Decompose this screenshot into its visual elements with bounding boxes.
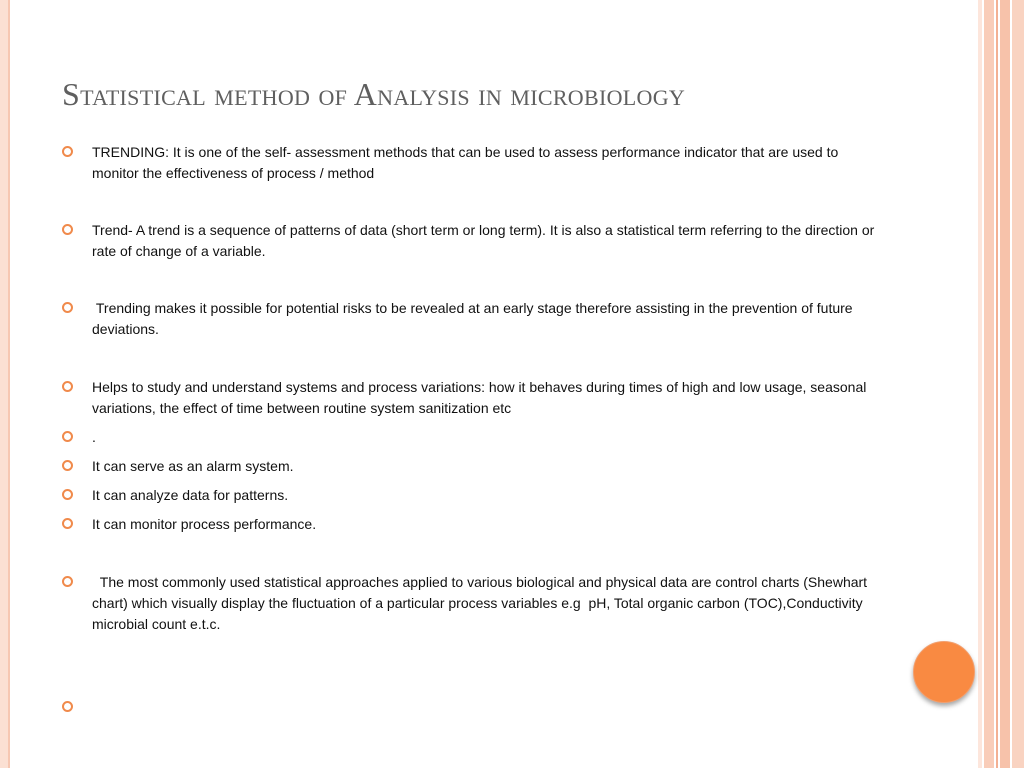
bullet-marker-icon	[62, 460, 73, 471]
bullet-marker-icon	[62, 302, 73, 313]
bullet-text: It can analyze data for patterns.	[92, 487, 289, 503]
bullet-text: Helps to study and understand systems and process variations: how it behaves during times of high and low usage, seasonal variations, the effect of time between routine system sanitization etc	[92, 379, 871, 416]
bullet-marker-icon	[62, 146, 73, 157]
bullet-marker-icon	[62, 701, 73, 712]
left-border-decoration	[0, 0, 8, 768]
bullet-marker-icon	[62, 489, 73, 500]
bullet-text: TRENDING: It is one of the self- assessment methods that can be used to assess performance indicator that are used to monitor the effectiveness of process / method	[92, 144, 843, 181]
orange-circle-decoration	[913, 641, 975, 703]
bullet-marker-icon	[62, 224, 73, 235]
bullet-text: Trending makes it possible for potential risks to be revealed at an early stage therefore assisting in the prevention of future deviations.	[92, 300, 857, 337]
bullet-text: The most commonly used statistical approaches applied to various biological and physical data are control charts (Shewhart chart) which visually display the fluctuation of a particular process variables e.g pH, Total organic carbon (TOC),Conductivity microbial count e.t.c.	[92, 574, 871, 632]
bullet-text: Trend- A trend is a sequence of patterns of data (short term or long term). It is also a statistical term referring to the direction or rate of change of a variable.	[92, 222, 879, 259]
bullet-marker-icon	[62, 381, 73, 392]
right-stripes-decoration	[978, 0, 1024, 768]
bullet-marker-icon	[62, 576, 73, 587]
bullet-marker-icon	[62, 518, 73, 529]
left-border-line	[8, 0, 10, 768]
bullet-text: .	[92, 429, 96, 445]
bullet-text: It can serve as an alarm system.	[92, 458, 294, 474]
slide-title: Statistical method of Analysis in microbiology	[62, 76, 686, 112]
bullet-text: It can monitor process performance.	[92, 516, 317, 532]
bullet-marker-icon	[62, 431, 73, 442]
